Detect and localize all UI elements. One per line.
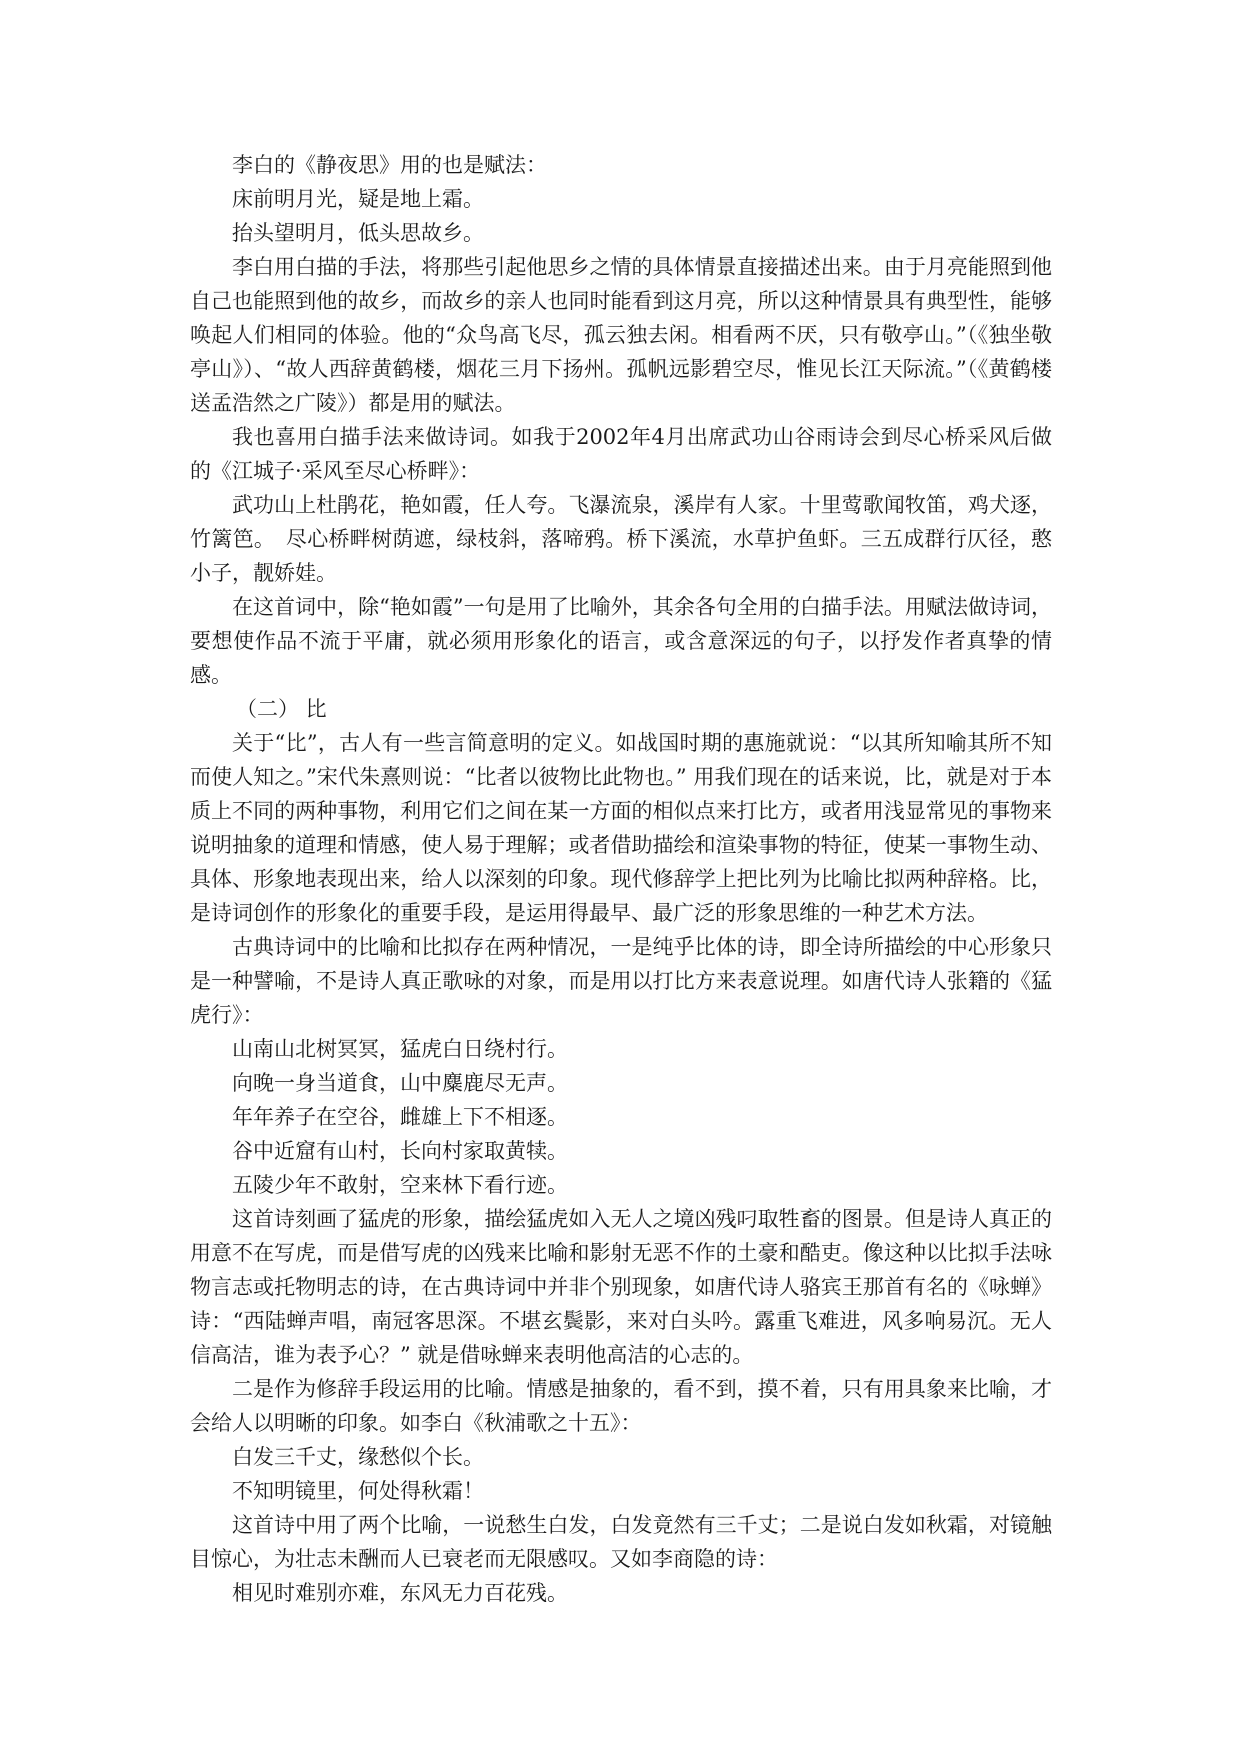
section-heading: （二） 比 [236,697,327,721]
paragraph: 这首诗中用了两个比喻，一说愁生白发，白发竟然有三千丈；二是说白发如秋霜，对镜触目惊心，为壮志未酬而人已衰老而无限感叹。又如李商隐的诗： [190,1513,1052,1571]
poem-line: 抬头望明月，低头思故乡。 [232,221,484,245]
paragraph: 关于“比”，古人有一些言简意明的定义。如战国时期的惠施就说：“以其所知喻其所不知而使人知之。”宋代朱熹则说：“比者以彼物比此物也。” 用我们现在的话来说，比，就是对于本质上不同的两种事物，利用它们之间在某一方面的相似点来打比方，或者用浅显常见的事物来说明抽象的道理和情感，使人易于理解；或者借助描绘和渲染事物的特征，使某一事物生动、具体、形象地表现出来，给人以深刻的印象。现代修辞学上把比列为比喻比拟两种辞格。比，是诗词创作的形象化的重要手段，是运用得最早、最广泛的形象思维的一种艺术方法。 [190,731,1052,925]
poem-line: 年年养子在空谷，雌雄上下不相逐。 [232,1105,568,1129]
poem-line: 相见时难别亦难，东风无力百花残。 [232,1581,568,1605]
paragraph: 在这首词中，除“艳如霞”一句是用了比喻外，其余各句全用的白描手法。用赋法做诗词，要想使作品不流于平庸，就必须用形象化的语言，或含意深远的句子，以抒发作者真挚的情感。 [190,595,1052,687]
paragraph: 我也喜用白描手法来做诗词。如我于2002年4月出席武功山谷雨诗会到尽心桥采风后做的《江城子·采风至尽心桥畔》： [190,425,1052,483]
paragraph: 李白用白描的手法，将那些引起他思乡之情的具体情景直接描述出来。由于月亮能照到他自己也能照到他的故乡，而故乡的亲人也同时能看到这月亮，所以这种情景具有典型性，能够唤起人们相同的体验。他的“众鸟高飞尽，孤云独去闲。相看两不厌，只有敬亭山。”（《独坐敬亭山》）、“故人西辞黄鹤楼，烟花三月下扬州。孤帆远影碧空尽，惟见长江天际流。”（《黄鹤楼送孟浩然之广陵》）都是用的赋法。 [190,255,1052,415]
document-body [190,148,1052,1610]
paragraph: 这首诗刻画了猛虎的形象，描绘猛虎如入无人之境凶残叼取牲畜的图景。但是诗人真正的用意不在写虎，而是借写虎的凶残来比喻和影射无恶不作的土豪和酷吏。像这种以比拟手法咏物言志或托物明志的诗，在古典诗词中并非个别现象，如唐代诗人骆宾王那首有名的《咏蝉》诗：“西陆蝉声唱，南冠客思深。不堪玄鬓影，来对白头吟。露重飞难进，风多响易沉。无人信高洁，谁为表予心？” 就是借咏蝉来表明他高洁的心志的。 [190,1207,1052,1367]
poem-line: 谷中近窟有山村，长向村家取黄犊。 [232,1139,568,1163]
paragraph: 二是作为修辞手段运用的比喻。情感是抽象的，看不到，摸不着，只有用具象来比喻，才会给人以明晰的印象。如李白《秋浦歌之十五》： [190,1377,1052,1435]
poem-line: 白发三千丈，缘愁似个长。 [232,1445,484,1469]
paragraph: 古典诗词中的比喻和比拟存在两种情况，一是纯乎比体的诗，即全诗所描绘的中心形象只是一种譬喻，不是诗人真正歌咏的对象，而是用以打比方来表意说理。如唐代诗人张籍的《猛虎行》： [190,935,1052,1027]
poem-line: 五陵少年不敢射，空来林下看行迹。 [232,1173,568,1197]
poem-line: 向晚一身当道食，山中麋鹿尽无声。 [232,1071,568,1095]
paragraph: 李白的《静夜思》用的也是赋法： [232,153,547,177]
poem-line: 山南山北树冥冥，猛虎白日绕村行。 [232,1037,568,1061]
poem-paragraph: 武功山上杜鹃花，艳如霞，任人夸。飞瀑流泉，溪岸有人家。十里莺歌闻牧笛，鸡犬逐，竹篱笆。 尽心桥畔树荫遮，绿枝斜，落啼鸦。桥下溪流，水草护鱼虾。三五成群行仄径，憨小子，靓娇娃。 [190,493,1052,585]
poem-line: 床前明月光，疑是地上霜。 [232,187,484,211]
poem-line: 不知明镜里，何处得秋霜！ [232,1479,484,1503]
